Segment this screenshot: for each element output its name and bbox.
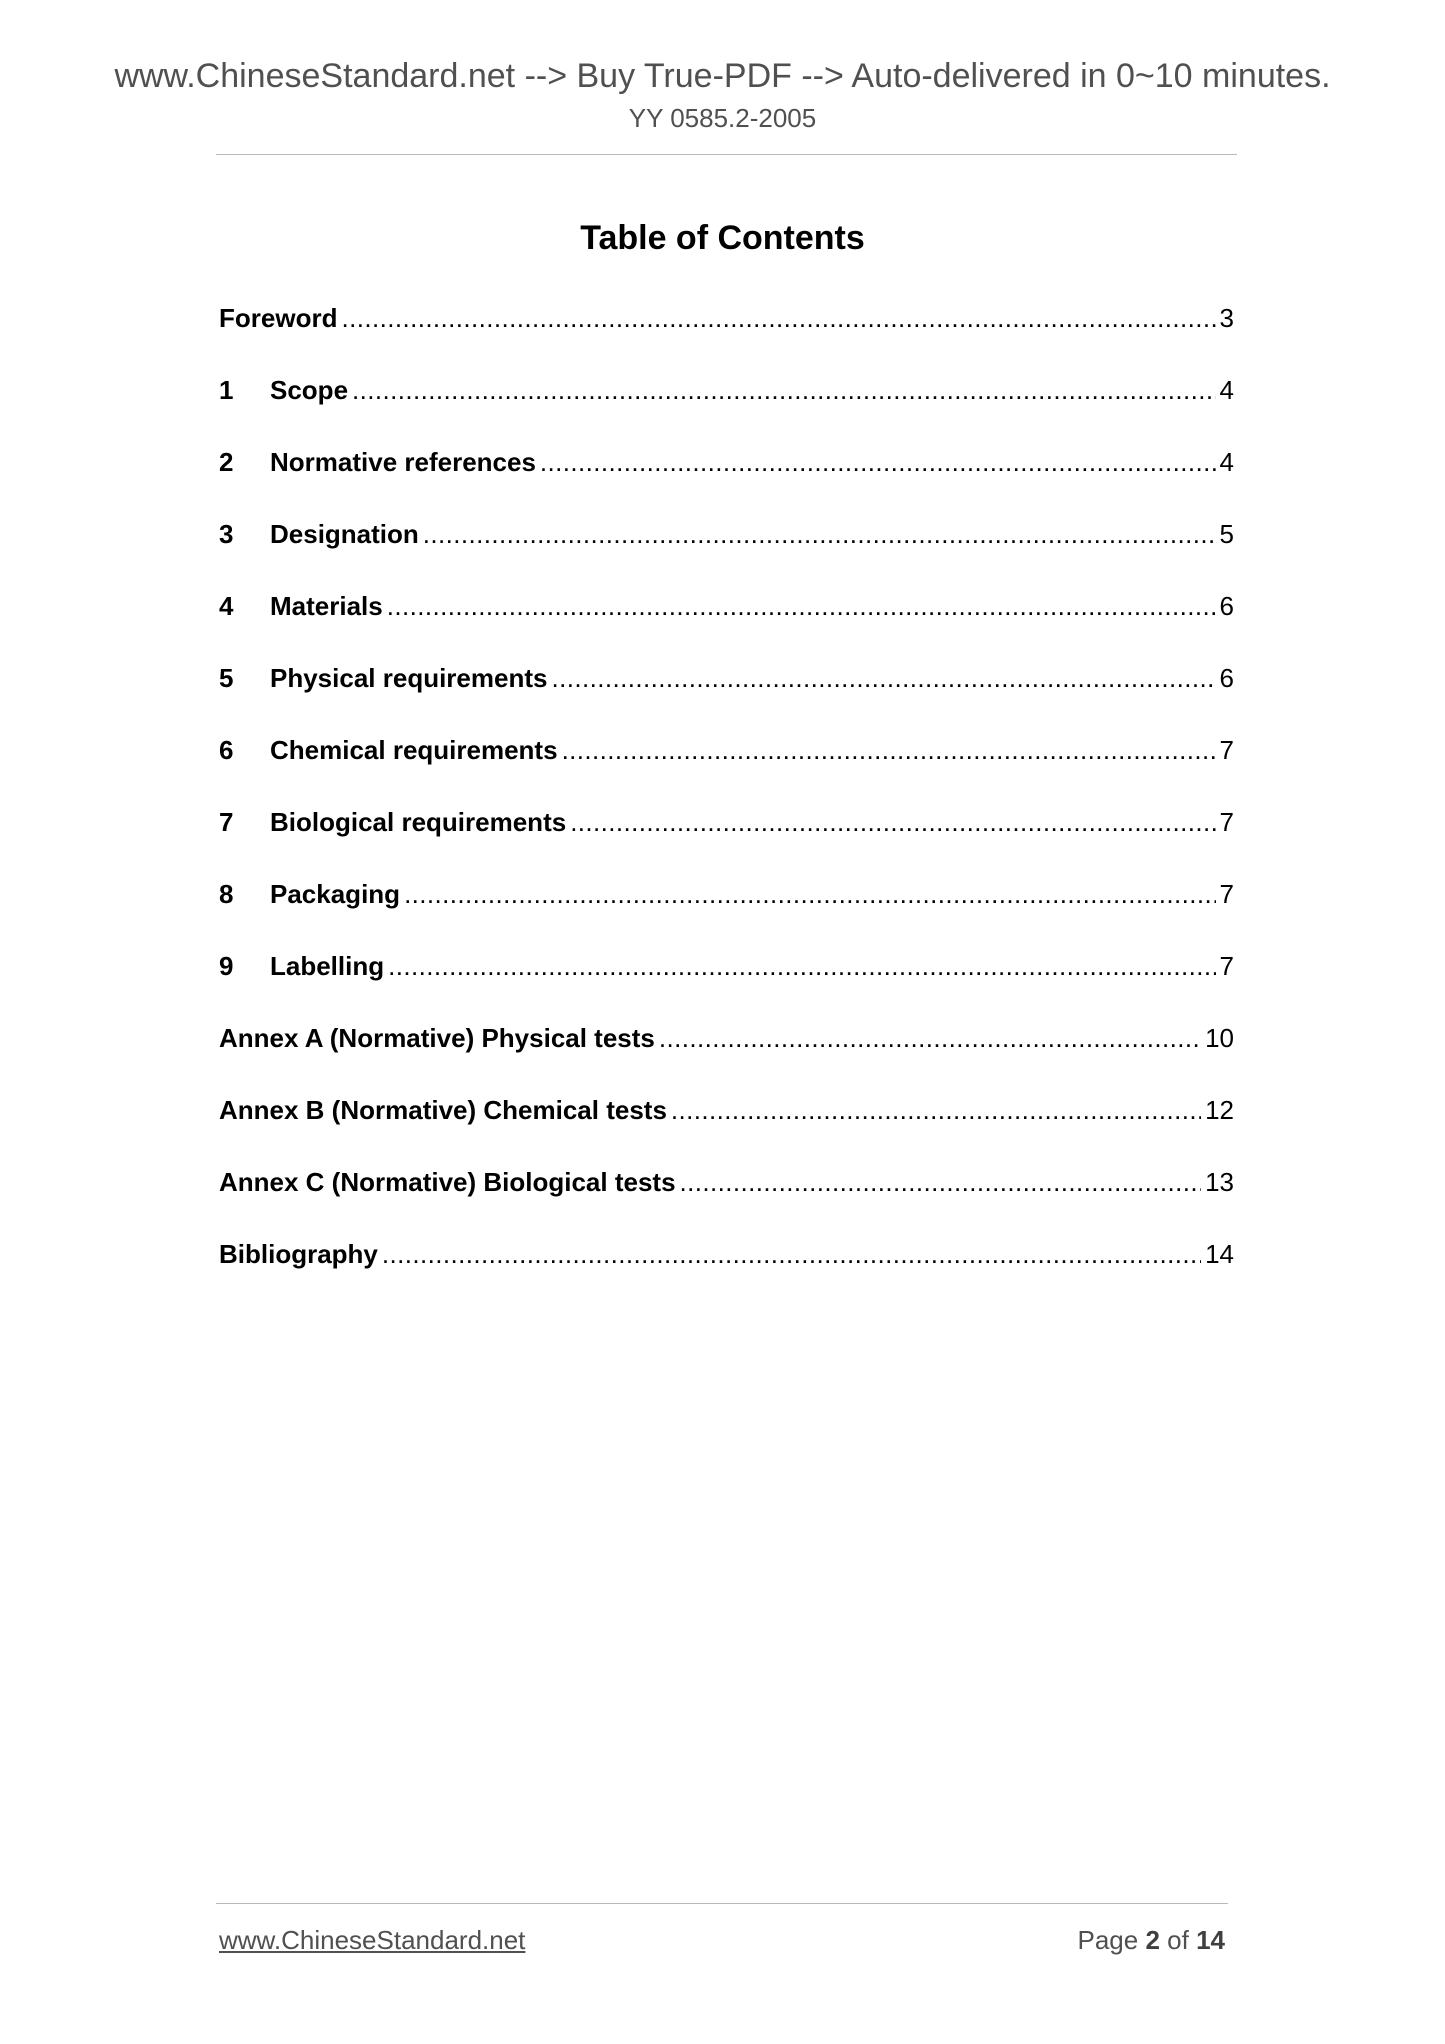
toc-dot-leader: [540, 441, 1216, 483]
toc-entry-label: Labelling: [270, 951, 385, 981]
toc-entry-label: Annex C (Normative) Biological tests: [219, 1167, 676, 1197]
toc-entry-number: 5: [219, 663, 234, 693]
toc-entry-page: 5: [1219, 519, 1234, 549]
toc-entry-label: Bibliography: [219, 1239, 378, 1269]
toc-entry-number: 4: [219, 591, 234, 621]
toc-dot-leader: [570, 801, 1215, 843]
current-page-number: 2: [1145, 1925, 1160, 1955]
toc-entry-label: Physical requirements: [270, 663, 548, 693]
toc-entry-packaging[interactable]: [219, 873, 1234, 945]
toc-entry-label: Annex B (Normative) Chemical tests: [219, 1095, 667, 1125]
toc-dot-leader: [404, 873, 1215, 915]
toc-dot-leader: [352, 369, 1216, 411]
toc-dot-leader: [671, 1089, 1201, 1131]
toc-dot-leader: [659, 1017, 1201, 1059]
toc-entry-page: 14: [1205, 1239, 1234, 1269]
toc-entry-annex-c[interactable]: [219, 1161, 1234, 1233]
toc-entry-label: Packaging: [270, 879, 401, 909]
toc-entry-page: 13: [1205, 1167, 1234, 1197]
page-of: of: [1167, 1925, 1189, 1955]
header-divider: [216, 154, 1237, 155]
standard-code: YY 0585.2-2005: [628, 103, 817, 133]
toc-entry-scope[interactable]: [219, 369, 1234, 441]
toc-entry-number: 9: [219, 951, 234, 981]
toc-entry-number: 7: [219, 807, 234, 837]
toc-entry-label: Annex A (Normative) Physical tests: [219, 1023, 655, 1053]
total-page-count: 14: [1196, 1925, 1225, 1955]
toc-entry-label: Scope: [270, 375, 349, 405]
toc-dot-leader: [387, 585, 1216, 627]
footer-divider: [216, 1903, 1228, 1904]
toc-dot-leader: [423, 513, 1216, 555]
toc-entry-page: 7: [1219, 807, 1234, 837]
toc-entry-label: Normative references: [270, 447, 536, 477]
toc-entry-label: Materials: [270, 591, 383, 621]
toc-entry-page: 3: [1219, 303, 1234, 333]
toc-entry-page: 7: [1219, 951, 1234, 981]
page-title: Table of Contents: [580, 219, 865, 257]
toc-entry-label: Designation: [270, 519, 419, 549]
toc-dot-leader: [551, 657, 1215, 699]
toc-entry-number: 1: [219, 375, 234, 405]
toc-entry-physical-requirements[interactable]: [219, 657, 1234, 729]
toc-entry-number: 6: [219, 735, 234, 765]
toc-entry-label: Biological requirements: [270, 807, 567, 837]
toc-entry-annex-a[interactable]: [219, 1017, 1234, 1089]
toc-dot-leader: [562, 729, 1216, 771]
toc-entry-number: 2: [219, 447, 234, 477]
toc-entry-designation[interactable]: [219, 513, 1234, 585]
page-indicator: [1077, 1923, 1225, 1957]
toc-entry-page: 6: [1219, 591, 1234, 621]
toc-entry-chemical-requirements[interactable]: [219, 729, 1234, 801]
toc-dot-leader: [341, 297, 1215, 339]
toc-entry-foreword[interactable]: [219, 297, 1234, 369]
header-banner: www.ChineseStandard.net --> Buy True-PDF --> Auto-delivered in 0~10 minutes.: [114, 57, 1331, 95]
toc-entry-page: 7: [1219, 879, 1234, 909]
table-of-contents: [219, 297, 1234, 1305]
toc-entry-biological-requirements[interactable]: [219, 801, 1234, 873]
toc-dot-leader: [680, 1161, 1202, 1203]
toc-entry-labelling[interactable]: [219, 945, 1234, 1017]
toc-entry-page: 4: [1219, 375, 1234, 405]
toc-entry-page: 10: [1205, 1023, 1234, 1053]
toc-entry-normative-references[interactable]: [219, 441, 1234, 513]
toc-entry-label: Foreword: [219, 303, 338, 333]
toc-entry-page: 7: [1219, 735, 1234, 765]
footer-site-link[interactable]: www.ChineseStandard.net: [219, 1925, 526, 1955]
toc-entry-bibliography[interactable]: [219, 1233, 1234, 1305]
toc-entry-page: 4: [1219, 447, 1234, 477]
toc-entry-page: 12: [1205, 1095, 1234, 1125]
page-prefix: Page: [1077, 1925, 1139, 1955]
toc-entry-annex-b[interactable]: [219, 1089, 1234, 1161]
toc-dot-leader: [388, 945, 1215, 987]
toc-entry-number: 3: [219, 519, 234, 549]
toc-entry-page: 6: [1219, 663, 1234, 693]
toc-dot-leader: [382, 1233, 1201, 1275]
toc-entry-number: 8: [219, 879, 234, 909]
toc-entry-materials[interactable]: [219, 585, 1234, 657]
toc-entry-label: Chemical requirements: [270, 735, 558, 765]
